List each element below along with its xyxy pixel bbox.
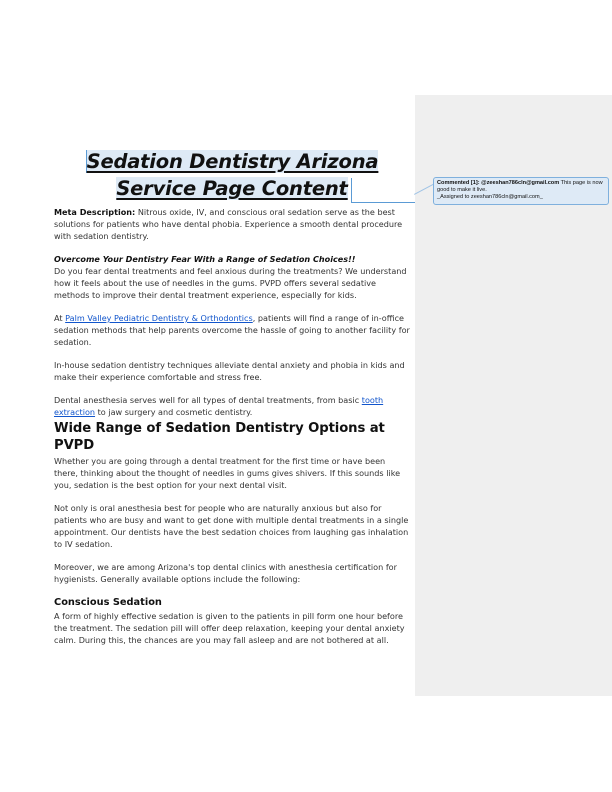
paragraph-first-time: Whether you are going through a dental treatment for the first time or have been there, thinking about the thought of needles in gums gives shivers. If this sounds like you, sedation is the best option for your next dental visit. xyxy=(54,456,401,490)
paragraph-fear: Do you fear dental treatments and feel anxious during the treatments? We understand how it feels about the use of needles in the gums. PVPD offers several sedative methods to improve their dental treatment experience, especially for kids. xyxy=(54,266,407,300)
meta-description xyxy=(54,206,410,242)
subheading-overcome-fear: Overcome Your Dentistry Fear With a Range of Sedation Choices!! xyxy=(54,254,356,264)
comment-body: This page is now good to make it live. xyxy=(437,180,603,194)
comment-assigned: _Assigned to zeeshan786cln@gmail.com_ xyxy=(437,194,543,201)
paragraph-in-house: In-house sedation dentistry techniques alleviate dental anxiety and phobia in kids and make their experience comfortable and stress free. xyxy=(54,360,405,382)
text: At xyxy=(54,313,66,323)
comment-balloon[interactable] xyxy=(433,177,609,205)
comment-header: Commented [1]: @zeeshan786cln@gmail.com xyxy=(437,180,560,186)
title-line-1: Sedation Dentistry Arizona xyxy=(86,150,379,173)
palm-valley-link[interactable]: Palm Valley Pediatric Dentistry & Orthodontics xyxy=(65,313,253,323)
comment-anchor-marker xyxy=(351,178,352,202)
text: to jaw surgery and cosmetic dentistry. xyxy=(95,407,253,417)
paragraph-certification: Moreover, we are among Arizona's top dental clinics with anesthesia certification for hygienists. Generally available options include the following: xyxy=(54,562,397,584)
paragraph-palm-valley xyxy=(54,312,410,348)
paragraph-anesthesia xyxy=(54,394,410,418)
document-page xyxy=(54,148,410,646)
meta-description-label: Meta Description: xyxy=(54,207,136,217)
heading-wide-range: Wide Range of Sedation Dentistry Options at PVPD xyxy=(54,421,385,453)
comment-connector-line xyxy=(351,202,415,203)
text: , patients will find a range of in-office sedation methods that help parents overcome the hassle of going to another facility for sedation. xyxy=(54,313,410,347)
text: Dental anesthesia serves well for all types of dental treatments, from basic xyxy=(54,395,362,405)
paragraph-conscious-sedation: A form of highly effective sedation is given to the patients in pill form one hour before the treatment. The sedation pill will offer deep relaxation, keeping your dental anxiety calm. During this, the chances are you may fall asleep and are not bothered at all. xyxy=(54,611,405,645)
page-title xyxy=(54,148,410,202)
paragraph-oral-anesthesia: Not only is oral anesthesia best for people who are naturally anxious but also for patients who are busy and want to get done with multiple dental treatments in a single appointment. Our dentists have the best sedation choices from laughing gas inhalation to IV sedation. xyxy=(54,503,409,549)
heading-conscious-sedation: Conscious Sedation xyxy=(54,597,162,608)
title-line-2: Service Page Content xyxy=(116,177,348,200)
meta-description-text: Nitrous oxide, IV, and conscious oral sedation serve as the best solutions for patients who have dental phobia. Experience a smooth dental procedure with sedation dentistry. xyxy=(54,207,403,241)
tooth-extraction-link[interactable]: tooth extraction xyxy=(54,395,384,417)
